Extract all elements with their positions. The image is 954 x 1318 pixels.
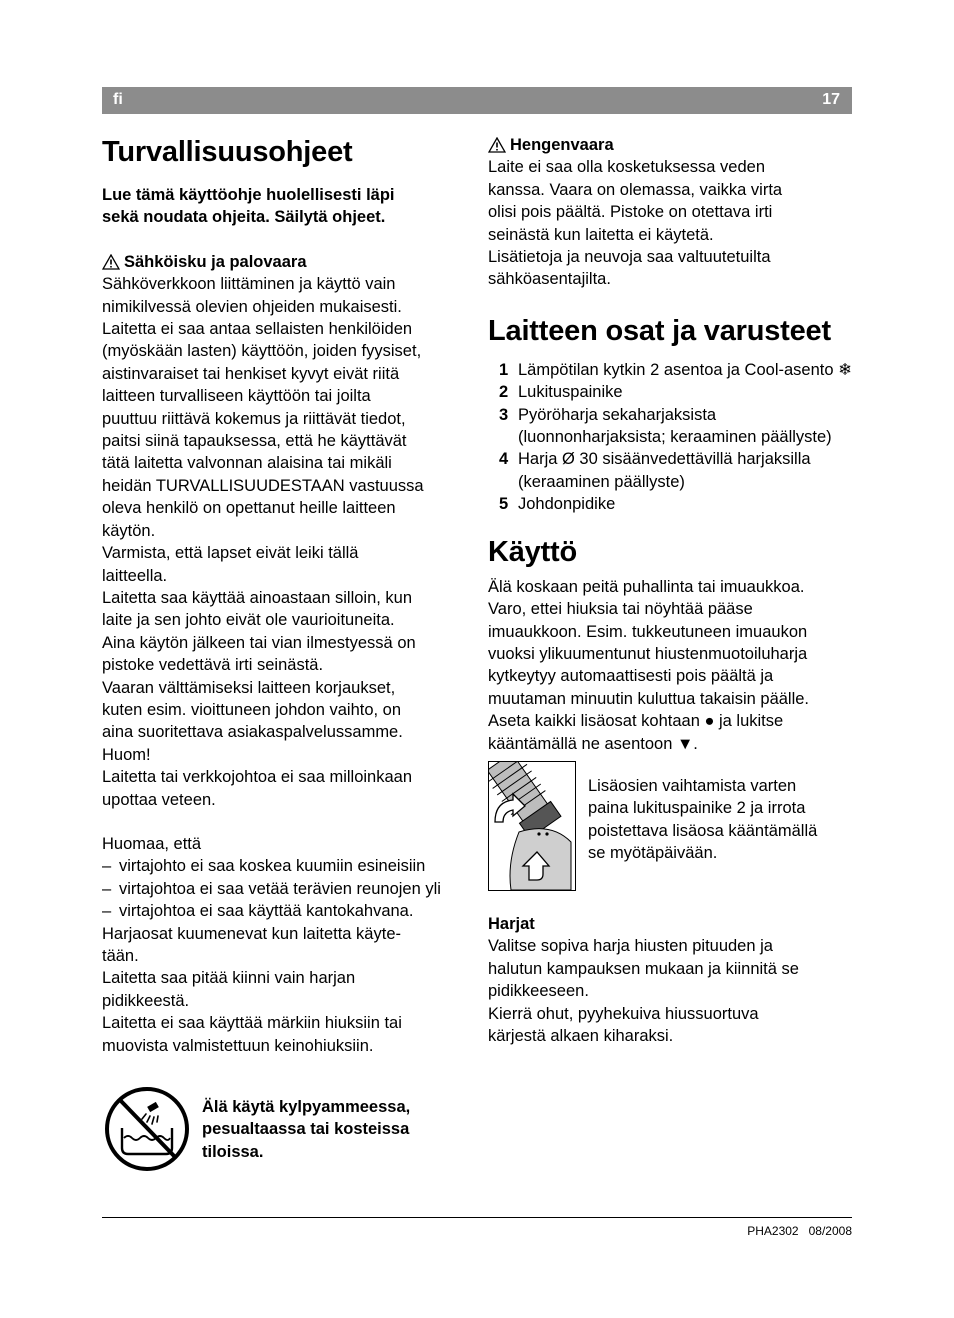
no-bathtub-icon: [104, 1086, 190, 1172]
list-item: 4 Harja Ø 30 sisäänvedettävillä harjaksilla (keraaminen päällyste): [499, 450, 811, 491]
bathroom-warning-text: Älä käytä kylpyammeessa, pesualtaassa tai kosteissa tiloissa.: [202, 1098, 411, 1161]
attachment-change-text: Lisäosien vaihtamista varten paina lukituspainike 2 ja irrota poistettava lisäosa kääntämällä se myötäpäivään.: [588, 776, 818, 863]
footer-divider: [102, 1217, 852, 1218]
print-date: 08/2008: [808, 1224, 852, 1238]
model-number: PHA2302: [747, 1224, 799, 1238]
list-item: – virtajohtoa ei saa vetää terävien reunojen yli: [102, 878, 459, 900]
note-intro: Huomaa, että: [102, 834, 202, 853]
danger-warning-body: Laite ei saa olla kosketuksessa veden kanssa. Vaara on olemassa, vaikka virta olisi pois päältä. Pistoke on otettava irti seinästä kun laitetta ei käytetä. Lisätietoja ja neuvoja saa valtuutetuilta sähköasentajilta.: [488, 158, 783, 289]
brushes-body: Valitse sopiva harja hiusten pituuden ja halutun kampauksen mukaan ja kiinnitä se pidikkeeseen. Kierrä ohut, pyyhekuiva hiussuortuva kärjestä alkaen kiharaksi.: [488, 937, 799, 1045]
page-number: 17: [822, 91, 840, 108]
safety-title: Turvallisuusohjeet: [102, 136, 353, 168]
list-item: 1 Lämpötilan kytkin 2 asentoa ja Cool-asento ❄: [499, 360, 852, 379]
language-code: fi: [113, 91, 123, 108]
rotate-attachment-icon: [489, 762, 575, 890]
shock-warning-heading: Sähköisku ja palovaara: [102, 251, 470, 273]
usage-body: Älä koskaan peitä puhallinta tai imuaukkoa. Varo, ettei hiuksia tai nöyhtää pääse imuaukkoon. Esim. tukkeutuneen imuaukon vuoksi ylikuumentunut hiustenmuotoiluharja kytkeytyy automaattisesti pois päältä ja muutaman minuutin kuluttua takaisin päälle. Aseta kaikki lisäosat kohtaan ● ja lukitse kääntämällä ne asentoon ▼.: [488, 577, 810, 753]
attachment-change-figure: [488, 761, 854, 891]
list-item: 5 Johdonpidike: [499, 495, 616, 514]
intro-text: Lue tämä käyttöohje huolellisesti läpi sekä noudata ohjeita. Säilytä ohjeet.: [102, 186, 395, 227]
cord-warnings-list: [102, 855, 470, 922]
warning-triangle-icon: [102, 254, 120, 270]
handling-notes: Harjaosat kuumenevat kun laitetta käyte- tään. Laitetta saa pitää kiinni vain harjan pidikkeestä. Laitetta ei saa käyttää märkiin hiuksiin tai muovista valmistettuun keinohiuksiin.: [102, 924, 402, 1055]
parts-list: [488, 359, 854, 516]
list-item: 2 Lukituspainike: [499, 383, 623, 402]
footer-info: [747, 1224, 852, 1238]
warning-triangle-icon: [488, 137, 506, 153]
parts-title: Laitteen osat ja varusteet: [488, 314, 831, 347]
list-item: – virtajohto ei saa koskea kuumiin esineisiin: [102, 855, 470, 877]
list-item: 3 Pyöröharja sekaharjaksista (luonnonharjaksista; keraaminen päällyste): [499, 405, 832, 447]
shock-warning-body: Sähköverkkoon liittäminen ja käyttö vain nimikilvessä olevien ohjeiden mukaisesti. Laitetta ei saa antaa sellaisten henkilöiden (myöskään lasten) käyttöön, joiden fyysiset, aistinvaraiset tai henkiset kyvyt eivät riitä laitteen turvalliseen käyttöön tai joilta puuttuu riittävä kokemus ja riittävät tiedot, paitsi siinä tapauksessa, että he käyttävät tätä laitetta valvonnan alaisina tai mikäli heidän TURVALLISUUDESTAAN vastuussa oleva henkilö on opettanut heille laitteen käytön. Varmista, että lapset eivät leiki tällä laitteella. Laitetta saa käyttää ainoastaan silloin, kun laite ja sen johto eivät ole vaurioituneita. Aina käytön jälkeen tai vian ilmestyessä on pistoke vedettävä irti seinästä. Vaaran välttämiseksi laitteen korjaukset, kuten esim. vioittuneen johdon vaihto, on aina suoritettava asiakaspalvelussamme. Huom! Laitetta tai verkkojohtoa ei saa milloinkaan upottaa veteen.: [102, 275, 424, 809]
usage-title: Käyttö: [488, 535, 578, 568]
right-column: [488, 134, 854, 1047]
list-item: – virtajohtoa ei saa käyttää kantokahvana.: [102, 900, 470, 922]
brushes-heading: Harjat: [488, 914, 535, 933]
page-header-bar: [102, 87, 852, 114]
attachment-change-illustration: [488, 761, 576, 891]
danger-warning-heading: Hengenvaara: [488, 134, 854, 156]
left-column: [102, 134, 470, 1057]
